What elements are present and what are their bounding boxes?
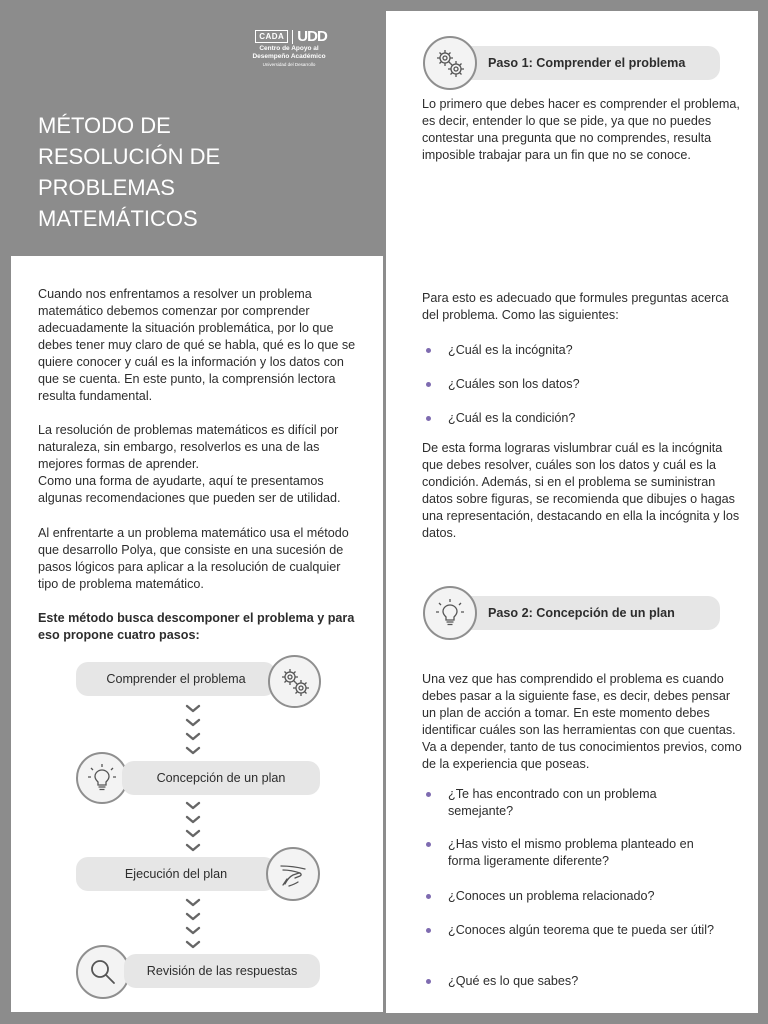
list-item: ¿Qué es lo que sabes? (448, 973, 718, 990)
bullet-icon (426, 382, 431, 387)
flow-step-4-label: Revisión de las respuestas (146, 964, 298, 978)
flow-step-1-label: Comprender el problema (106, 672, 246, 686)
step-1-heading (454, 46, 720, 80)
logo-separator (292, 30, 293, 44)
chevron-down-icon (184, 702, 202, 758)
step-1-text: Lo primero que debes hacer es comprender el problema, es decir, entender lo que se pide, ya que no puedes contestar una pregunta que no comprendes, resulta imposible trabajar para un fin que no se conoce. (422, 97, 740, 162)
bullet-icon (426, 928, 431, 933)
gears-icon (423, 36, 477, 90)
logo (246, 28, 336, 80)
method-statement: Este método busca descomponer el problema y para eso propone cuatro pasos: (38, 611, 355, 642)
list-item: ¿Conoces un problema relacionado? (448, 888, 718, 905)
intro-paragraph-1: Cuando nos enfrentamos a resolver un problema matemático debemos comenzar por comprender adecuadamente la situación problemática, por lo que debes tener muy claro de qué se habla, qué es lo que se quiere conocer y cuál es la información y los datos con que se cuenta. En este punto, la comprensión lectora resulta fundamental. (38, 287, 356, 403)
logo-line-2: Desempeño Académico (252, 53, 326, 60)
bullet-icon (426, 792, 431, 797)
step-1-after: De esta forma lograras vislumbrar cuál es la incógnita que debes resolver, cuáles son los datos y cuál es la condición. Además, si en el problema se suministran datos sobre figuras, se recomienda que dibujes o hagas una representación, destacando en ella la incógnita y los datos. (422, 441, 740, 540)
intro-paragraph-2: La resolución de problemas matemáticos es difícil por naturaleza, sin embargo, resolverlos es una de las mejores formas de aprender. Como una forma de ayudarte, aquí te presentamos algunas recomendaciones que pueden ser de utilidad. (38, 423, 341, 505)
bullet-icon (426, 979, 431, 984)
bullet-icon (426, 894, 431, 899)
flow-step-3 (76, 857, 276, 891)
list-item: ¿Te has encontrado con un problema semejante? (448, 786, 708, 820)
bullet-icon (426, 416, 431, 421)
step-1-title: Paso 1: Comprender el problema (488, 56, 686, 70)
flow-step-3-label: Ejecución del plan (124, 867, 228, 881)
lightbulb-icon (423, 586, 477, 640)
questions-intro: Para esto es adecuado que formules preguntas acerca del problema. Como las siguientes: (422, 291, 729, 322)
hand-writing-icon (266, 847, 320, 901)
lightbulb-icon (76, 752, 128, 804)
list-item: ¿Cuál es la condición? (448, 410, 738, 427)
magnifier-icon (76, 945, 130, 999)
cada-badge: CADA (255, 30, 288, 43)
flow-step-4 (124, 954, 320, 988)
gears-icon (268, 655, 321, 708)
udd-wordmark: UDD (297, 28, 327, 45)
intro-paragraph-3: Al enfrentarte a un problema matemático usa el método que desarrollo Polya, que consiste en una sucesión de pasos lógicos para aplicar a la resolución de cualquier tipo de problema matemático. (38, 526, 349, 591)
logo-line-1: Centro de Apoyo al (259, 45, 319, 52)
list-item: ¿Has visto el mismo problema planteado en forma ligeramente diferente? (448, 836, 718, 870)
step-2-text: Una vez que has comprendido el problema es cuando debes pasar a la siguiente fase, es decir, debes pensar un plan de acción a tomar. En este momento debes identificar cuáles son las herramientas con que cuentas. Va a depender, tanto de tus conocimientos previos, como de la experiencia que poseas. (422, 672, 742, 771)
chevron-down-icon (184, 896, 202, 952)
bullet-icon (426, 348, 431, 353)
page-title: MÉTODO DE RESOLUCIÓN DE PROBLEMAS MATEMÁTICOS (38, 113, 221, 231)
flow-step-2 (122, 761, 320, 795)
step-2-title: Paso 2: Concepción de un plan (488, 606, 675, 620)
logo-line-3: Universidad del Desarrollo (262, 62, 316, 67)
list-item: ¿Conoces algún teorema que te pueda ser útil? (448, 922, 718, 939)
flow-step-2-label: Concepción de un plan (156, 771, 286, 785)
chevron-down-icon (184, 799, 202, 855)
flow-step-1 (76, 662, 276, 696)
list-item: ¿Cuáles son los datos? (448, 376, 738, 393)
list-item: ¿Cuál es la incógnita? (448, 342, 738, 359)
bullet-icon (426, 842, 431, 847)
step-2-heading (454, 596, 720, 630)
